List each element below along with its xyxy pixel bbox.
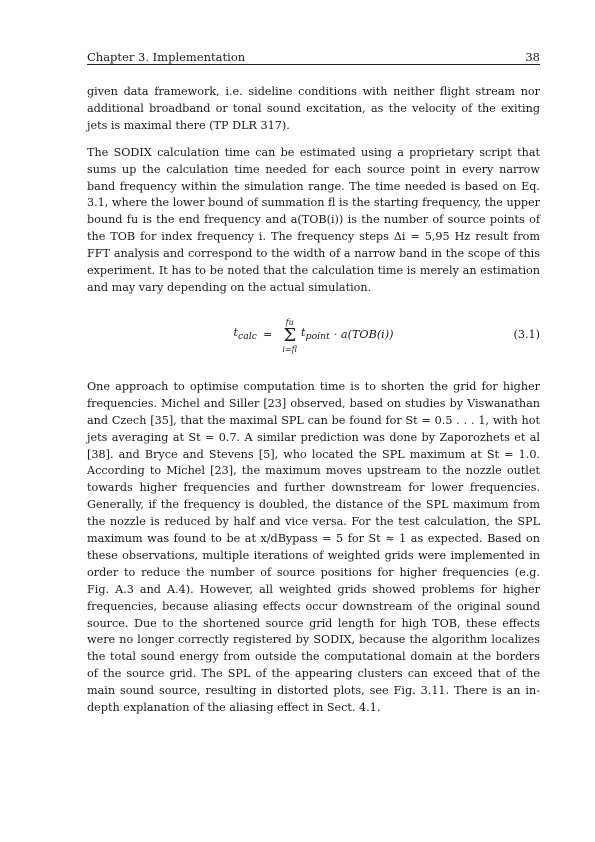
summation [282, 318, 297, 354]
header-rule [87, 64, 540, 65]
page-header [87, 50, 540, 64]
paragraph-3: One approach to optimise computation time is to shorten the grid for higher frequencies. Michel and Siller [23] observed, based on studies by Viswanathan and Czech [35], that the maximal SPL can be found for St = 0.5 . . . 1, with hot jets averaging at St = 0.7. A similar prediction was done by Zaporozhets et al [38]. and Bryce and Stevens [5], who located the SPL maximum at St = 1.0. According to Michel [23], the maximum moves upstream to the nozzle outlet towards higher frequencies and further downstream for lower frequencies. Generally, if the frequency is doubled, the distance of the SPL maximum from the nozzle is reduced by half and vice versa. For the test calculation, the SPL maximum was found to be at x/dBypass = 5 for St ≈ 1 as expected. Based on these observations, multiple iterations of weighted grids were implemented in order to reduce the number of source positions for higher frequencies (e.g. Fig. A.3 and A.4). However, all weighted grids showed problems for higher frequencies, because aliasing effects occur downstream of the original sound source. Due to the shortened source grid length for high TOB, these effects were no longer correctly registered by SODIX, because the algorithm localizes the total sound energy from outside the computational domain at the borders of the source grid. The SPL of the appearing clusters can exceed that of the main sound source, resulting in distorted plots, see Fig. 3.11. There is an in-depth explanation of the aliasing effect in Sect. 4.1. [87, 379, 540, 715]
paragraph-2: The SODIX calculation time can be estimated using a proprietary script that sums up the calculation time needed for each source point in every narrow band frequency within the simulation range. The time needed is based on Eq. 3.1, where the lower bound of summation fl is the starting frequency, the upper bound fu is the end frequency and a(TOB(i)) is the number of source points of the TOB for index frequency i. The frequency steps Δi = 5,95 Hz result from FFT analysis and correspond to the width of a narrow band in the scope of this experiment. It has to be noted that the calculation time is merely an estimation and may vary depending on the actual simulation. [87, 145, 540, 294]
sum-lower-bound: i=fl [282, 344, 297, 354]
equation-rhs: · a(TOB(i)) [333, 328, 394, 342]
chapter-title: Chapter 3. Implementation [87, 50, 246, 64]
equation-number: (3.1) [513, 327, 540, 341]
sigma-symbol: Σ [283, 324, 297, 346]
paragraph-1: given data framework, i.e. sideline conditions with neither flight stream nor additional broadband or tonal sound excitation, as the velocity of the exiting jets is maximal there (TP DLR 317). [87, 85, 540, 132]
equation-3-1 [87, 307, 540, 365]
equals-sign: = [263, 328, 273, 342]
equation-term: $t_{point}$ [300, 326, 330, 343]
page-body [87, 84, 540, 727]
page-number: 38 [525, 50, 540, 64]
sum-upper-bound: fu [285, 317, 294, 327]
equation-lhs: $t_{calc}$ [233, 326, 257, 343]
